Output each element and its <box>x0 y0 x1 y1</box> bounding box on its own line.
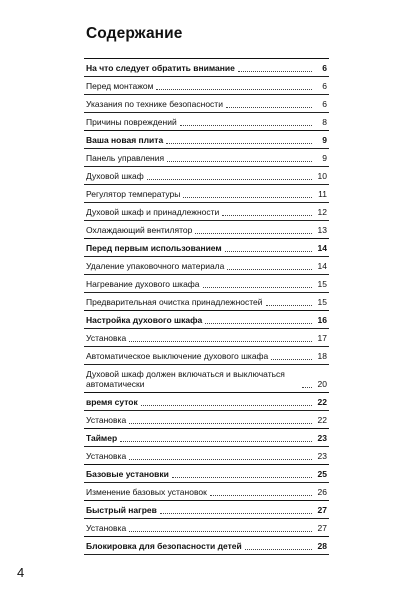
toc-dot-leader <box>266 305 312 306</box>
toc-entry-row <box>84 446 329 464</box>
toc-dot-leader <box>129 459 312 460</box>
toc-dot-leader <box>183 197 312 198</box>
toc-entry-label: Охлаждающий вентилятор <box>86 225 193 235</box>
toc-entry-row <box>84 328 329 346</box>
toc-entry-page: 11 <box>318 189 327 199</box>
toc-dot-leader <box>129 423 312 424</box>
toc-entry-row <box>84 94 329 112</box>
toc-entry-row <box>84 274 329 292</box>
toc-dot-leader <box>195 233 312 234</box>
toc-entry-row <box>84 410 329 428</box>
toc-entry-page: 25 <box>317 469 327 479</box>
toc-entry-page: 14 <box>317 261 327 271</box>
toc-entry-row <box>84 166 329 184</box>
toc-section-row <box>84 428 329 446</box>
toc-entry-page: 9 <box>322 153 327 163</box>
toc-section-row <box>84 464 329 482</box>
toc-entry-page: 28 <box>317 541 327 551</box>
toc-dot-leader <box>245 549 312 550</box>
toc-dot-leader <box>166 143 312 144</box>
toc-entry-page: 12 <box>317 207 327 217</box>
toc-entry-label: Блокировка для безопасности детей <box>86 541 242 551</box>
toc-entry-row <box>84 346 329 364</box>
toc-dot-leader <box>172 477 312 478</box>
toc-dot-leader <box>210 495 312 496</box>
toc-entry-row <box>84 220 329 238</box>
toc-entry-row <box>84 364 329 392</box>
toc-entry-page: 8 <box>322 117 327 127</box>
toc-entry-label: Регулятор температуры <box>86 189 181 199</box>
toc-entry-page: 13 <box>317 225 327 235</box>
toc-entry-page: 6 <box>322 81 327 91</box>
toc-entry-page: 14 <box>317 243 327 253</box>
toc-entry-row <box>84 482 329 500</box>
toc-entry-page: 20 <box>317 379 327 389</box>
toc-section-row <box>84 310 329 328</box>
toc-dot-leader <box>271 359 312 360</box>
toc-dot-leader <box>160 513 312 514</box>
toc-entry-page: 16 <box>317 315 327 325</box>
toc-entry-row <box>84 256 329 274</box>
toc-entry-row <box>84 148 329 166</box>
toc-entry-label: Установка <box>86 333 127 343</box>
toc-entry-page: 27 <box>317 505 327 515</box>
toc-dot-leader <box>302 387 312 388</box>
toc-entry-label: Базовые установки <box>86 469 169 479</box>
toc-section-row <box>84 238 329 256</box>
toc-entry-label: Установка <box>86 451 127 461</box>
toc-entry-label: Изменение базовых установок <box>86 487 207 497</box>
toc-section-row <box>84 130 329 148</box>
toc-entry-page: 22 <box>317 397 327 407</box>
toc-entry-label: Таймер <box>86 433 118 443</box>
toc-entry-page: 23 <box>317 451 327 461</box>
toc-section-row <box>84 536 329 554</box>
toc-dot-leader <box>129 341 312 342</box>
toc-dot-leader <box>141 405 312 406</box>
toc-entry-label: Автоматическое выключение духового шкафа <box>86 351 269 361</box>
toc-entry-label: Духовой шкаф должен включаться и выключаться автоматически <box>86 369 285 389</box>
toc-entry-page: 22 <box>317 415 327 425</box>
toc-entry-page: 15 <box>317 279 327 289</box>
toc-entry-label: Панель управления <box>86 153 165 163</box>
toc-entry-label: Предварительная очистка принадлежностей <box>86 297 263 307</box>
toc-section-row <box>84 58 329 76</box>
toc-section-row <box>84 392 329 410</box>
toc-entry-label: Указания по технике безопасности <box>86 99 223 109</box>
toc-entry-label: Перед первым использованием <box>86 243 222 253</box>
toc-dot-leader <box>205 323 312 324</box>
toc-dot-leader <box>120 441 312 442</box>
toc-dot-leader <box>222 215 312 216</box>
toc-entry-label: Быстрый нагрев <box>86 505 157 515</box>
toc-entry-label: Настройка духового шкафа <box>86 315 203 325</box>
toc-entry-page: 27 <box>317 523 327 533</box>
toc-section-row <box>84 500 329 518</box>
toc-entry-page: 15 <box>317 297 327 307</box>
toc-entry-label: Нагревание духового шкафа <box>86 279 200 289</box>
toc-entry-page: 18 <box>317 351 327 361</box>
toc-entry-row <box>84 292 329 310</box>
toc-dot-leader <box>167 161 312 162</box>
toc-entry-label: Установка <box>86 523 127 533</box>
toc-dot-leader <box>227 269 312 270</box>
page-number: 4 <box>17 565 25 580</box>
page-title: Содержание <box>86 25 183 42</box>
toc-entry-page: 9 <box>322 135 327 145</box>
toc-entry-row <box>84 184 329 202</box>
toc-dot-leader <box>238 71 312 72</box>
toc-entry-page: 6 <box>322 99 327 109</box>
toc-dot-leader <box>203 287 312 288</box>
toc-entry-page: 10 <box>317 171 327 181</box>
toc-dot-leader <box>226 107 312 108</box>
toc-dot-leader <box>129 531 312 532</box>
toc-entry-page: 17 <box>317 333 327 343</box>
toc-entry-row <box>84 518 329 536</box>
toc-entry-page: 23 <box>317 433 327 443</box>
toc-entry-page: 6 <box>322 63 327 73</box>
toc-dot-leader <box>225 251 312 252</box>
toc-entry-row <box>84 112 329 130</box>
toc-entry-label: Удаление упаковочного материала <box>86 261 225 271</box>
toc-entry-label: Духовой шкаф <box>86 171 144 181</box>
toc-entry-label: Причины повреждений <box>86 117 177 127</box>
table-of-contents <box>84 58 329 555</box>
toc-entry-label: Ваша новая плита <box>86 135 164 145</box>
toc-entry-label: На что следует обратить внимание <box>86 63 235 73</box>
toc-entry-label: Установка <box>86 415 127 425</box>
toc-entry-row <box>84 202 329 220</box>
toc-entry-label: время суток <box>86 397 138 407</box>
toc-entry-label: Перед монтажом <box>86 81 154 91</box>
toc-entry-label: Духовой шкаф и принадлежности <box>86 207 220 217</box>
toc-dot-leader <box>156 89 312 90</box>
toc-entry-page: 26 <box>317 487 327 497</box>
toc-entry-row <box>84 76 329 94</box>
toc-dot-leader <box>147 179 312 180</box>
toc-dot-leader <box>180 125 312 126</box>
